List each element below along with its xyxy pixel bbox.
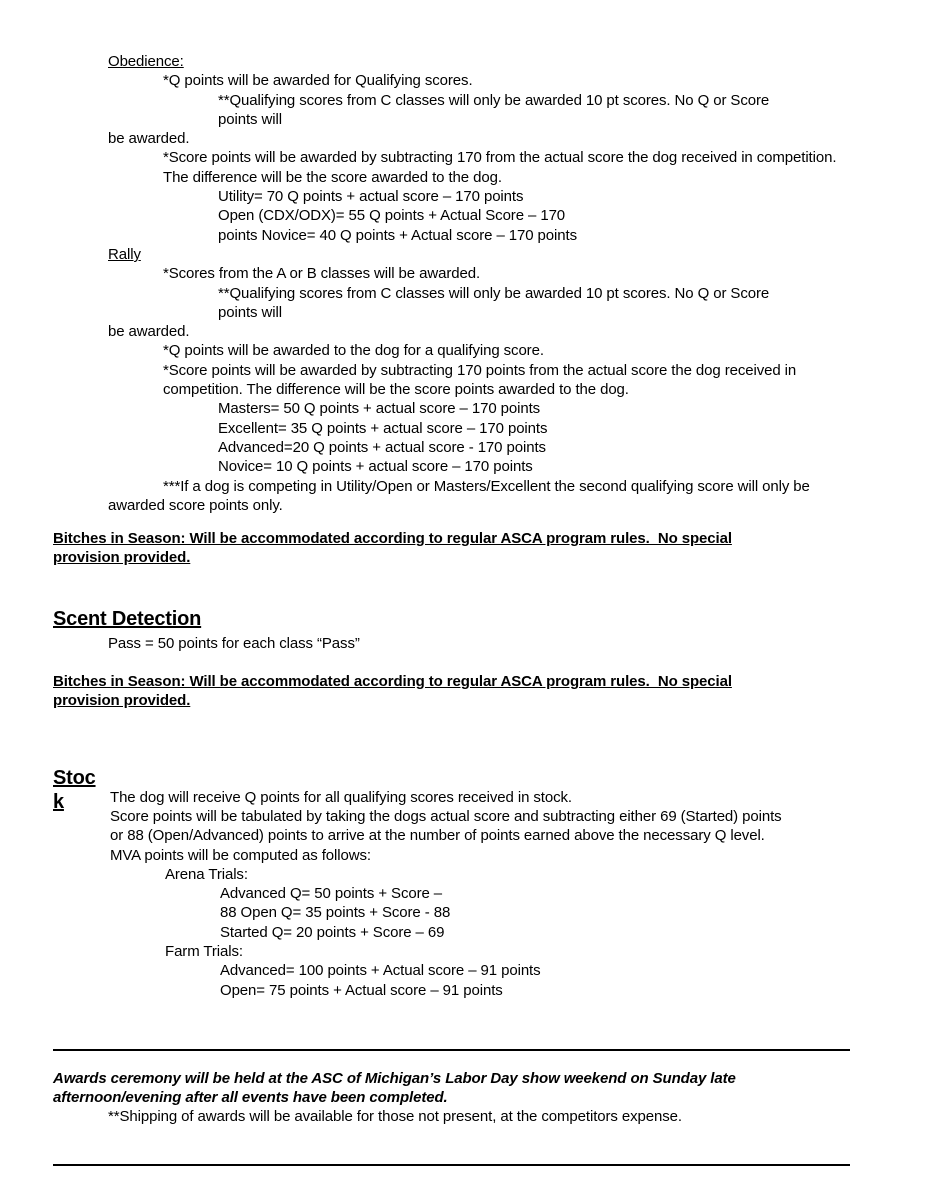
text-line: points will (218, 303, 282, 321)
text-line: Stoc (53, 766, 96, 789)
text-line: Excellent= 35 Q points + actual score – 170 points (218, 419, 548, 437)
obedience-rally-block (53, 52, 873, 515)
text-line: Utility= 70 Q points + actual score – 170 points (218, 188, 524, 206)
text-line: *Score points will be awarded by subtracting 170 points from the actual score the dog received in (163, 361, 797, 379)
text-line: **Qualifying scores from C classes will only be awarded 10 pt scores. No Q or Score (218, 284, 770, 302)
document-content (53, 0, 873, 1166)
text-line: *Scores from the A or B classes will be awarded. (163, 265, 481, 283)
text-line: Started Q= 20 points + Score – 69 (220, 923, 445, 941)
text-line: be awarded. (108, 130, 190, 148)
stock-body (110, 788, 782, 1000)
text-line: afternoon/evening after all events have been completed. (53, 1089, 448, 1107)
stock-heading (53, 766, 110, 814)
text-line: **Qualifying scores from C classes will only be awarded 10 pt scores. No Q or Score (218, 91, 770, 109)
horizontal-divider-bottom (53, 1164, 850, 1166)
text-line: *Q points will be awarded for Qualifying scores. (163, 72, 473, 90)
text-line: The difference will be the score awarded to the dog. (163, 168, 502, 186)
text-line: Bitches in Season: Will be accommodated according to regular ASCA program rules. No special (53, 530, 732, 548)
text-line: Open (CDX/ODX)= 55 Q points + Actual Score – 170 (218, 207, 566, 225)
bitches-in-season-notice-1 (53, 529, 873, 568)
text-line: provision provided. (53, 549, 191, 567)
text-line: points Novice= 40 Q points + Actual score – 170 points (218, 226, 577, 244)
text-line: Advanced= 100 points + Actual score – 91 points (220, 962, 541, 980)
text-line: **Shipping of awards will be available for those not present, at the competitors expense. (108, 1108, 682, 1126)
text-line: Bitches in Season: Will be accommodated according to regular ASCA program rules. No special (53, 673, 732, 691)
text-line: Awards ceremony will be held at the ASC of Michigan’s Labor Day show weekend on Sunday late (53, 1069, 736, 1087)
text-line: Obedience: (108, 53, 184, 70)
text-line: Score points will be tabulated by taking the dogs actual score and subtracting either 69 (Started) points (110, 807, 782, 825)
scent-detection-heading: Scent Detection (53, 607, 202, 630)
text-line: Advanced=20 Q points + actual score - 170 points (218, 438, 546, 456)
text-line: provision provided. (53, 692, 191, 710)
bitches-in-season-notice-2 (53, 672, 873, 711)
text-line: awarded score points only. (108, 496, 283, 514)
text-line: Pass = 50 points for each class “Pass” (108, 634, 360, 652)
text-line: Arena Trials: (165, 865, 248, 883)
text-line: Rally (108, 245, 141, 263)
text-line: be awarded. (108, 323, 190, 341)
text-line: The dog will receive Q points for all qualifying scores received in stock. (110, 788, 572, 806)
text-line: Farm Trials: (165, 942, 243, 960)
stock-section (53, 766, 873, 1000)
scent-detection-body (53, 634, 873, 653)
text-line: Advanced Q= 50 points + Score – (220, 885, 443, 903)
text-line: Novice= 10 Q points + actual score – 170 points (218, 458, 533, 476)
text-line: points will (218, 110, 282, 128)
text-line: 88 Open Q= 35 points + Score - 88 (220, 904, 451, 922)
horizontal-divider-top (53, 1049, 850, 1051)
text-line: Open= 75 points + Actual score – 91 points (220, 981, 503, 999)
text-line: *Score points will be awarded by subtracting 170 from the actual score the dog received in competition. (163, 149, 837, 167)
text-line: k (53, 790, 64, 813)
text-line: or 88 (Open/Advanced) points to arrive at the number of points earned above the necessary Q level. (110, 827, 765, 845)
awards-ceremony-block (53, 1069, 873, 1127)
text-line: competition. The difference will be the score points awarded to the dog. (163, 381, 629, 399)
text-line: ***If a dog is competing in Utility/Open or Masters/Excellent the second qualifying score will only be (163, 477, 810, 495)
text-line: *Q points will be awarded to the dog for a qualifying score. (163, 342, 544, 360)
text-line: Masters= 50 Q points + actual score – 170 points (218, 400, 541, 418)
text-line: MVA points will be computed as follows: (110, 846, 371, 864)
